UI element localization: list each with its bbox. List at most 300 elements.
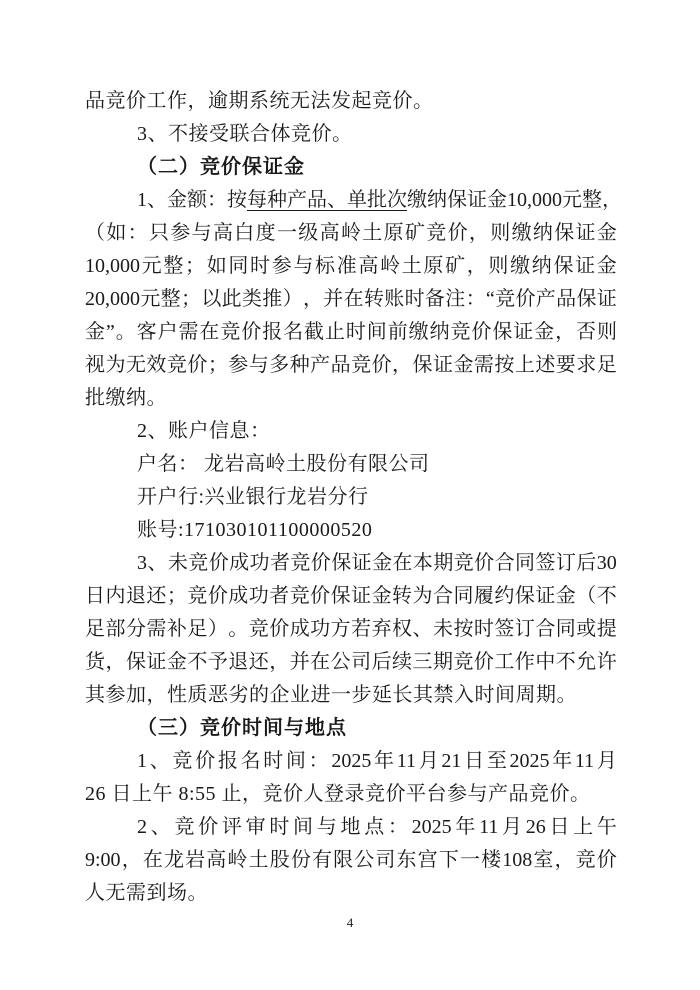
text-run: 证 — [575, 222, 596, 244]
text-run: 竞 — [290, 552, 311, 574]
text-run: 价 — [198, 816, 219, 838]
text-line — [85, 217, 617, 250]
text-run: ： — [387, 816, 408, 838]
text-run: 证 — [513, 321, 534, 343]
text-run: 报 — [262, 321, 283, 343]
text-run: 价 — [241, 321, 262, 343]
text-run: 、 — [149, 750, 170, 772]
text-run: 允 — [576, 651, 597, 673]
text-run: 客 — [136, 321, 157, 343]
text-run: 名 — [283, 321, 304, 343]
text-run: 权 — [392, 618, 413, 640]
text-run: 备 — [424, 288, 445, 310]
text-run: 合 — [432, 585, 453, 607]
page-footer — [0, 914, 700, 932]
text-run: 金 — [487, 189, 507, 211]
text-run: （三）竞价时间与地点 — [137, 717, 347, 739]
text-run: 前 — [387, 321, 408, 343]
text-run: 级 — [298, 222, 319, 244]
text-run: 订 — [514, 618, 535, 640]
text-run: 作 — [514, 651, 535, 673]
text-run: 无 — [125, 354, 146, 376]
text-run: 价 — [269, 618, 290, 640]
text-run: 点 — [364, 816, 385, 838]
text-run: 26 日上午 8:55 止，竞价人登录竞价平台参与产品竞价。 — [85, 783, 591, 805]
text-run: 2025 — [331, 750, 372, 772]
text-run: 证 — [467, 189, 487, 211]
text-run: 3 — [137, 552, 147, 574]
text-run: ： — [308, 750, 329, 772]
text-run: 2025 — [509, 750, 550, 772]
text-run: 不 — [187, 651, 208, 673]
underlined-text: 品 — [307, 189, 327, 211]
text-run: 1 — [137, 189, 147, 211]
text-run: 续 — [392, 651, 413, 673]
text-line — [85, 184, 622, 217]
text-run: 价 — [187, 354, 208, 376]
heading-line — [85, 712, 617, 745]
text-run: 需 — [473, 354, 494, 376]
text-run: 转 — [392, 585, 413, 607]
text-run: 同 — [555, 618, 576, 640]
text-run: ； — [166, 585, 187, 607]
underlined-text: 、 — [327, 189, 347, 211]
text-run: 室 — [533, 849, 554, 871]
text-run: 截 — [304, 321, 325, 343]
text-run: 9:00 — [85, 849, 121, 871]
text-run: 同 — [228, 255, 249, 277]
text-run: 品 — [330, 354, 351, 376]
text-run: 金 — [555, 585, 576, 607]
text-run: 一 — [276, 222, 297, 244]
text-run: ； — [180, 288, 201, 310]
text-run: 其参加，性质恶劣的企业进一步延长其禁入时间周期。 — [85, 684, 577, 706]
text-run: 纳 — [427, 189, 447, 211]
text-run: 视 — [85, 354, 105, 376]
text-run: 签 — [494, 618, 515, 640]
text-run: 金 — [596, 255, 617, 277]
text-run: 者 — [269, 585, 290, 607]
text-run: 工 — [494, 651, 515, 673]
text-run: 上 — [573, 816, 594, 838]
text-run: 间 — [293, 816, 314, 838]
text-run: 矿 — [404, 222, 425, 244]
text-run: 间 — [366, 321, 387, 343]
text-run: 竞 — [453, 552, 474, 574]
text-run: 司 — [375, 849, 396, 871]
text-run: 评 — [221, 816, 242, 838]
text-run: 不 — [555, 651, 576, 673]
underlined-text: 每 — [247, 189, 267, 211]
text-run: 需 — [178, 321, 199, 343]
text-run: 签 — [535, 552, 556, 574]
text-run: 11 — [479, 816, 499, 838]
text-run: 产 — [310, 354, 331, 376]
text-run: 竞 — [187, 585, 208, 607]
text-run: 时 — [269, 816, 290, 838]
text-run: 金 — [596, 222, 617, 244]
text-run: 竞 — [450, 321, 471, 343]
text-run: 缴 — [408, 321, 429, 343]
text-run: 2、账户信息： — [137, 420, 271, 442]
text-run: 保 — [447, 189, 467, 211]
text-run: 者 — [269, 552, 290, 574]
text-run: 时 — [345, 321, 366, 343]
text-run: 日 — [549, 816, 570, 838]
text-run: 东 — [396, 849, 417, 871]
text-run: 按 — [494, 354, 515, 376]
text-run: 本 — [412, 552, 433, 574]
text-run: ； — [207, 354, 228, 376]
text-run: 证 — [535, 585, 556, 607]
text-run: 3、不接受联合体竞价。 — [137, 123, 353, 145]
text-run: 年 — [455, 816, 476, 838]
text-run: 保 — [331, 552, 352, 574]
text-line — [85, 316, 617, 349]
heading-line — [85, 151, 617, 184]
text-run: “ — [485, 288, 495, 310]
text-run: 上 — [514, 354, 535, 376]
text-run: 1 — [137, 750, 147, 772]
text-run: 保 — [125, 651, 146, 673]
text-run: 至 — [486, 750, 507, 772]
text-run: 间 — [285, 750, 306, 772]
document-body — [85, 85, 622, 910]
text-run: 注 — [445, 288, 466, 310]
text-run: 户名： 龙岩高岭土股份有限公司 — [137, 453, 430, 475]
text-run: 合 — [494, 552, 515, 574]
text-run: 则 — [490, 222, 511, 244]
text-run: 竞 — [289, 585, 310, 607]
text-run: 10,000 — [507, 189, 562, 211]
text-run: 、 — [412, 618, 433, 640]
text-run: 楼 — [481, 849, 502, 871]
text-run: 保 — [514, 585, 535, 607]
text-run: 审 — [245, 816, 266, 838]
text-run: 司 — [351, 651, 372, 673]
text-run: 时 — [473, 618, 494, 640]
text-run: 予 — [207, 651, 228, 673]
text-run: 证 — [575, 255, 596, 277]
text-run: 月 — [418, 750, 439, 772]
text-run: ； — [185, 255, 206, 277]
text-run: 后 — [371, 651, 392, 673]
text-run: 月 — [502, 816, 523, 838]
text-run: 止 — [324, 321, 345, 343]
text-run: 参 — [228, 354, 249, 376]
text-run: 此 — [221, 288, 242, 310]
text-line — [85, 349, 617, 382]
text-run: 2025 — [411, 816, 452, 838]
text-run: 功 — [248, 585, 269, 607]
text-run: 元 — [141, 255, 162, 277]
text-run: 与 — [248, 354, 269, 376]
text-run: 价 — [371, 354, 392, 376]
text-run: 26 — [525, 816, 546, 838]
text-run: 、 — [147, 189, 167, 211]
text-run: 同 — [515, 552, 536, 574]
text-run: 合 — [535, 618, 556, 640]
text-run: 推 — [262, 288, 283, 310]
text-run: ， — [121, 849, 142, 871]
text-run: 证 — [596, 288, 617, 310]
text-run: 竞 — [166, 354, 187, 376]
text-run: 名 — [240, 750, 261, 772]
text-run: 为 — [105, 354, 126, 376]
text-run: 原 — [383, 222, 404, 244]
text-run: 为 — [412, 585, 433, 607]
text-run: 时 — [404, 288, 425, 310]
text-run: 类 — [241, 288, 262, 310]
text-run: 账 — [384, 288, 405, 310]
text-run: 保 — [412, 354, 433, 376]
text-run: 退 — [228, 651, 249, 673]
text-line — [85, 283, 617, 316]
text-run: ， — [466, 255, 487, 277]
text-run: 提 — [596, 618, 617, 640]
text-run: ” — [105, 321, 115, 343]
text-run: 10,000 — [85, 255, 140, 277]
text-run: 竞 — [495, 288, 516, 310]
text-run: 整 — [582, 189, 602, 211]
text-run: 额 — [187, 189, 207, 211]
text-line — [85, 877, 617, 910]
text-run: 有 — [311, 849, 332, 871]
text-run: 限 — [333, 849, 354, 871]
text-run: 否 — [576, 321, 597, 343]
text-line — [85, 448, 617, 481]
text-run: 竞 — [575, 849, 596, 871]
text-run: 日 — [464, 750, 485, 772]
text-run: 若 — [351, 618, 372, 640]
text-run: 标 — [315, 255, 336, 277]
text-run: 后 — [576, 552, 597, 574]
text-run: 只 — [148, 222, 169, 244]
text-run: 证 — [432, 354, 453, 376]
underlined-text: 单 — [347, 189, 367, 211]
text-run: 退 — [125, 585, 146, 607]
text-run: 纳 — [429, 321, 450, 343]
text-run: 时 — [250, 255, 271, 277]
text-run: 土 — [401, 255, 422, 277]
text-run: 同 — [453, 585, 474, 607]
text-run: 在 — [199, 321, 220, 343]
text-line — [85, 250, 617, 283]
text-run: 宫 — [417, 849, 438, 871]
text-run: 纳 — [532, 222, 553, 244]
text-run: 11 — [574, 750, 595, 772]
text-run: 方 — [330, 618, 351, 640]
text-run: 龙 — [163, 849, 184, 871]
text-run: 岭 — [380, 255, 401, 277]
text-run: （ — [576, 585, 597, 607]
text-run: 履 — [473, 585, 494, 607]
text-run: ， — [555, 321, 576, 343]
text-run: 时 — [263, 750, 284, 772]
text-run: 不 — [596, 585, 617, 607]
text-run: 订 — [555, 552, 576, 574]
text-run: 准 — [336, 255, 357, 277]
text-line — [85, 811, 617, 844]
text-run: 岩 — [185, 849, 206, 871]
text-run: 多 — [269, 354, 290, 376]
text-run: 与 — [191, 222, 212, 244]
text-run: 公 — [354, 849, 375, 871]
text-run: 价 — [596, 849, 617, 871]
text-run: 与 — [293, 255, 314, 277]
text-run: 保 — [554, 222, 575, 244]
text-run: （ — [85, 222, 105, 244]
text-run: 足 — [187, 618, 208, 640]
text-run: 未 — [167, 552, 188, 574]
text-run: 价 — [471, 321, 492, 343]
text-run: 元 — [140, 288, 161, 310]
text-run: 金 — [371, 585, 392, 607]
text-run: 弃 — [371, 618, 392, 640]
text-run: 岭 — [340, 222, 361, 244]
text-run: 账号:171030101100000520 — [137, 519, 373, 541]
text-run: 保 — [576, 288, 597, 310]
text-run: 金 — [166, 651, 187, 673]
text-run: 按 — [453, 618, 474, 640]
text-run: 高 — [206, 849, 227, 871]
text-run: 108 — [502, 849, 533, 871]
text-run: 部 — [105, 618, 126, 640]
text-line — [85, 844, 617, 877]
text-run: 。 — [115, 321, 136, 343]
text-run: 期 — [433, 552, 454, 574]
text-run: 竞 — [174, 816, 195, 838]
text-run: ， — [392, 354, 413, 376]
text-run: 证 — [351, 552, 372, 574]
text-run: 证 — [351, 585, 372, 607]
text-run: 竞 — [172, 750, 193, 772]
text-run: 如 — [206, 255, 227, 277]
text-run: 功 — [249, 552, 270, 574]
text-run: 股 — [269, 849, 290, 871]
text-run: 补 — [166, 618, 187, 640]
text-run: 整 — [160, 288, 181, 310]
text-run: 如 — [106, 222, 127, 244]
text-run: 高 — [319, 222, 340, 244]
text-run: 元 — [562, 189, 582, 211]
text-run: ， — [602, 189, 622, 211]
text-run: 足 — [596, 354, 617, 376]
text-run: 成 — [289, 618, 310, 640]
text-line — [85, 415, 617, 448]
text-run: 开户行:兴业银行龙岩分行 — [137, 486, 369, 508]
text-run: 在 — [392, 552, 413, 574]
underlined-text: 产 — [287, 189, 307, 211]
text-run: 在 — [310, 651, 331, 673]
text-run: 、 — [150, 816, 171, 838]
text-run: 成 — [229, 552, 250, 574]
text-run: 21 — [441, 750, 462, 772]
text-run: 则 — [596, 321, 617, 343]
text-run: 整 — [163, 255, 184, 277]
text-run: 岭 — [227, 849, 248, 871]
text-run: 还 — [146, 585, 167, 607]
text-line — [85, 514, 617, 547]
text-run: 需 — [146, 618, 167, 640]
text-line — [85, 85, 617, 118]
text-run: 参 — [271, 255, 292, 277]
text-run: 缴 — [510, 255, 531, 277]
text-run: 中 — [535, 651, 556, 673]
text-run: 日 — [85, 585, 105, 607]
text-run: 分 — [125, 618, 146, 640]
text-run: 午 — [596, 816, 617, 838]
text-run: 金 — [167, 189, 187, 211]
text-run: ） — [207, 618, 228, 640]
text-line — [85, 382, 617, 415]
text-run: 月 — [596, 750, 617, 772]
text-run: 保 — [553, 255, 574, 277]
text-run: 金 — [85, 321, 105, 343]
text-run: 户 — [157, 321, 178, 343]
text-run: 价 — [310, 552, 331, 574]
text-run: 。 — [228, 618, 249, 640]
text-run: 竞 — [188, 552, 209, 574]
text-run: 并 — [289, 651, 310, 673]
text-run: 一 — [459, 849, 480, 871]
text-run: 竞 — [248, 618, 269, 640]
text-run: 转 — [363, 288, 384, 310]
text-run: 竞 — [426, 222, 447, 244]
page-number: 4 — [346, 915, 354, 930]
text-run: 约 — [494, 585, 515, 607]
text-run: 金 — [534, 321, 555, 343]
text-run: 30 — [596, 552, 617, 574]
text-run: 矿 — [445, 255, 466, 277]
text-run: 报 — [217, 750, 238, 772]
text-run: 纳 — [531, 255, 552, 277]
text-run: ： — [465, 288, 486, 310]
text-line — [85, 679, 617, 712]
text-run: 保 — [330, 585, 351, 607]
text-line — [85, 613, 617, 646]
underlined-text: 次 — [387, 189, 407, 211]
text-run: 竞 — [220, 321, 241, 343]
text-run: 年 — [552, 750, 573, 772]
text-line — [85, 118, 617, 151]
text-run: 高 — [212, 222, 233, 244]
text-run: 证 — [146, 651, 167, 673]
text-run: 以 — [201, 288, 222, 310]
text-run: 按 — [227, 189, 247, 211]
text-run: 竞 — [453, 651, 474, 673]
text-run: 保 — [492, 321, 513, 343]
underlined-text: 批 — [367, 189, 387, 211]
text-run: ： — [127, 222, 148, 244]
text-run: 价 — [208, 552, 229, 574]
text-run: ， — [468, 222, 489, 244]
text-run: 2 — [137, 816, 147, 838]
text-line — [85, 745, 617, 778]
text-run: 地 — [340, 816, 361, 838]
text-run: 品竞价工作，逾期系统无法发起竞价。 — [85, 90, 434, 112]
text-run: 种 — [289, 354, 310, 376]
text-run: 要 — [555, 354, 576, 376]
text-run: 度 — [255, 222, 276, 244]
text-run: （二）竞价保证金 — [137, 156, 305, 178]
text-run: 成 — [228, 585, 249, 607]
text-run: 功 — [310, 618, 331, 640]
text-run: 11 — [396, 750, 416, 772]
text-run: 土 — [362, 222, 383, 244]
text-run: 在 — [142, 849, 163, 871]
text-run: 足 — [85, 618, 105, 640]
